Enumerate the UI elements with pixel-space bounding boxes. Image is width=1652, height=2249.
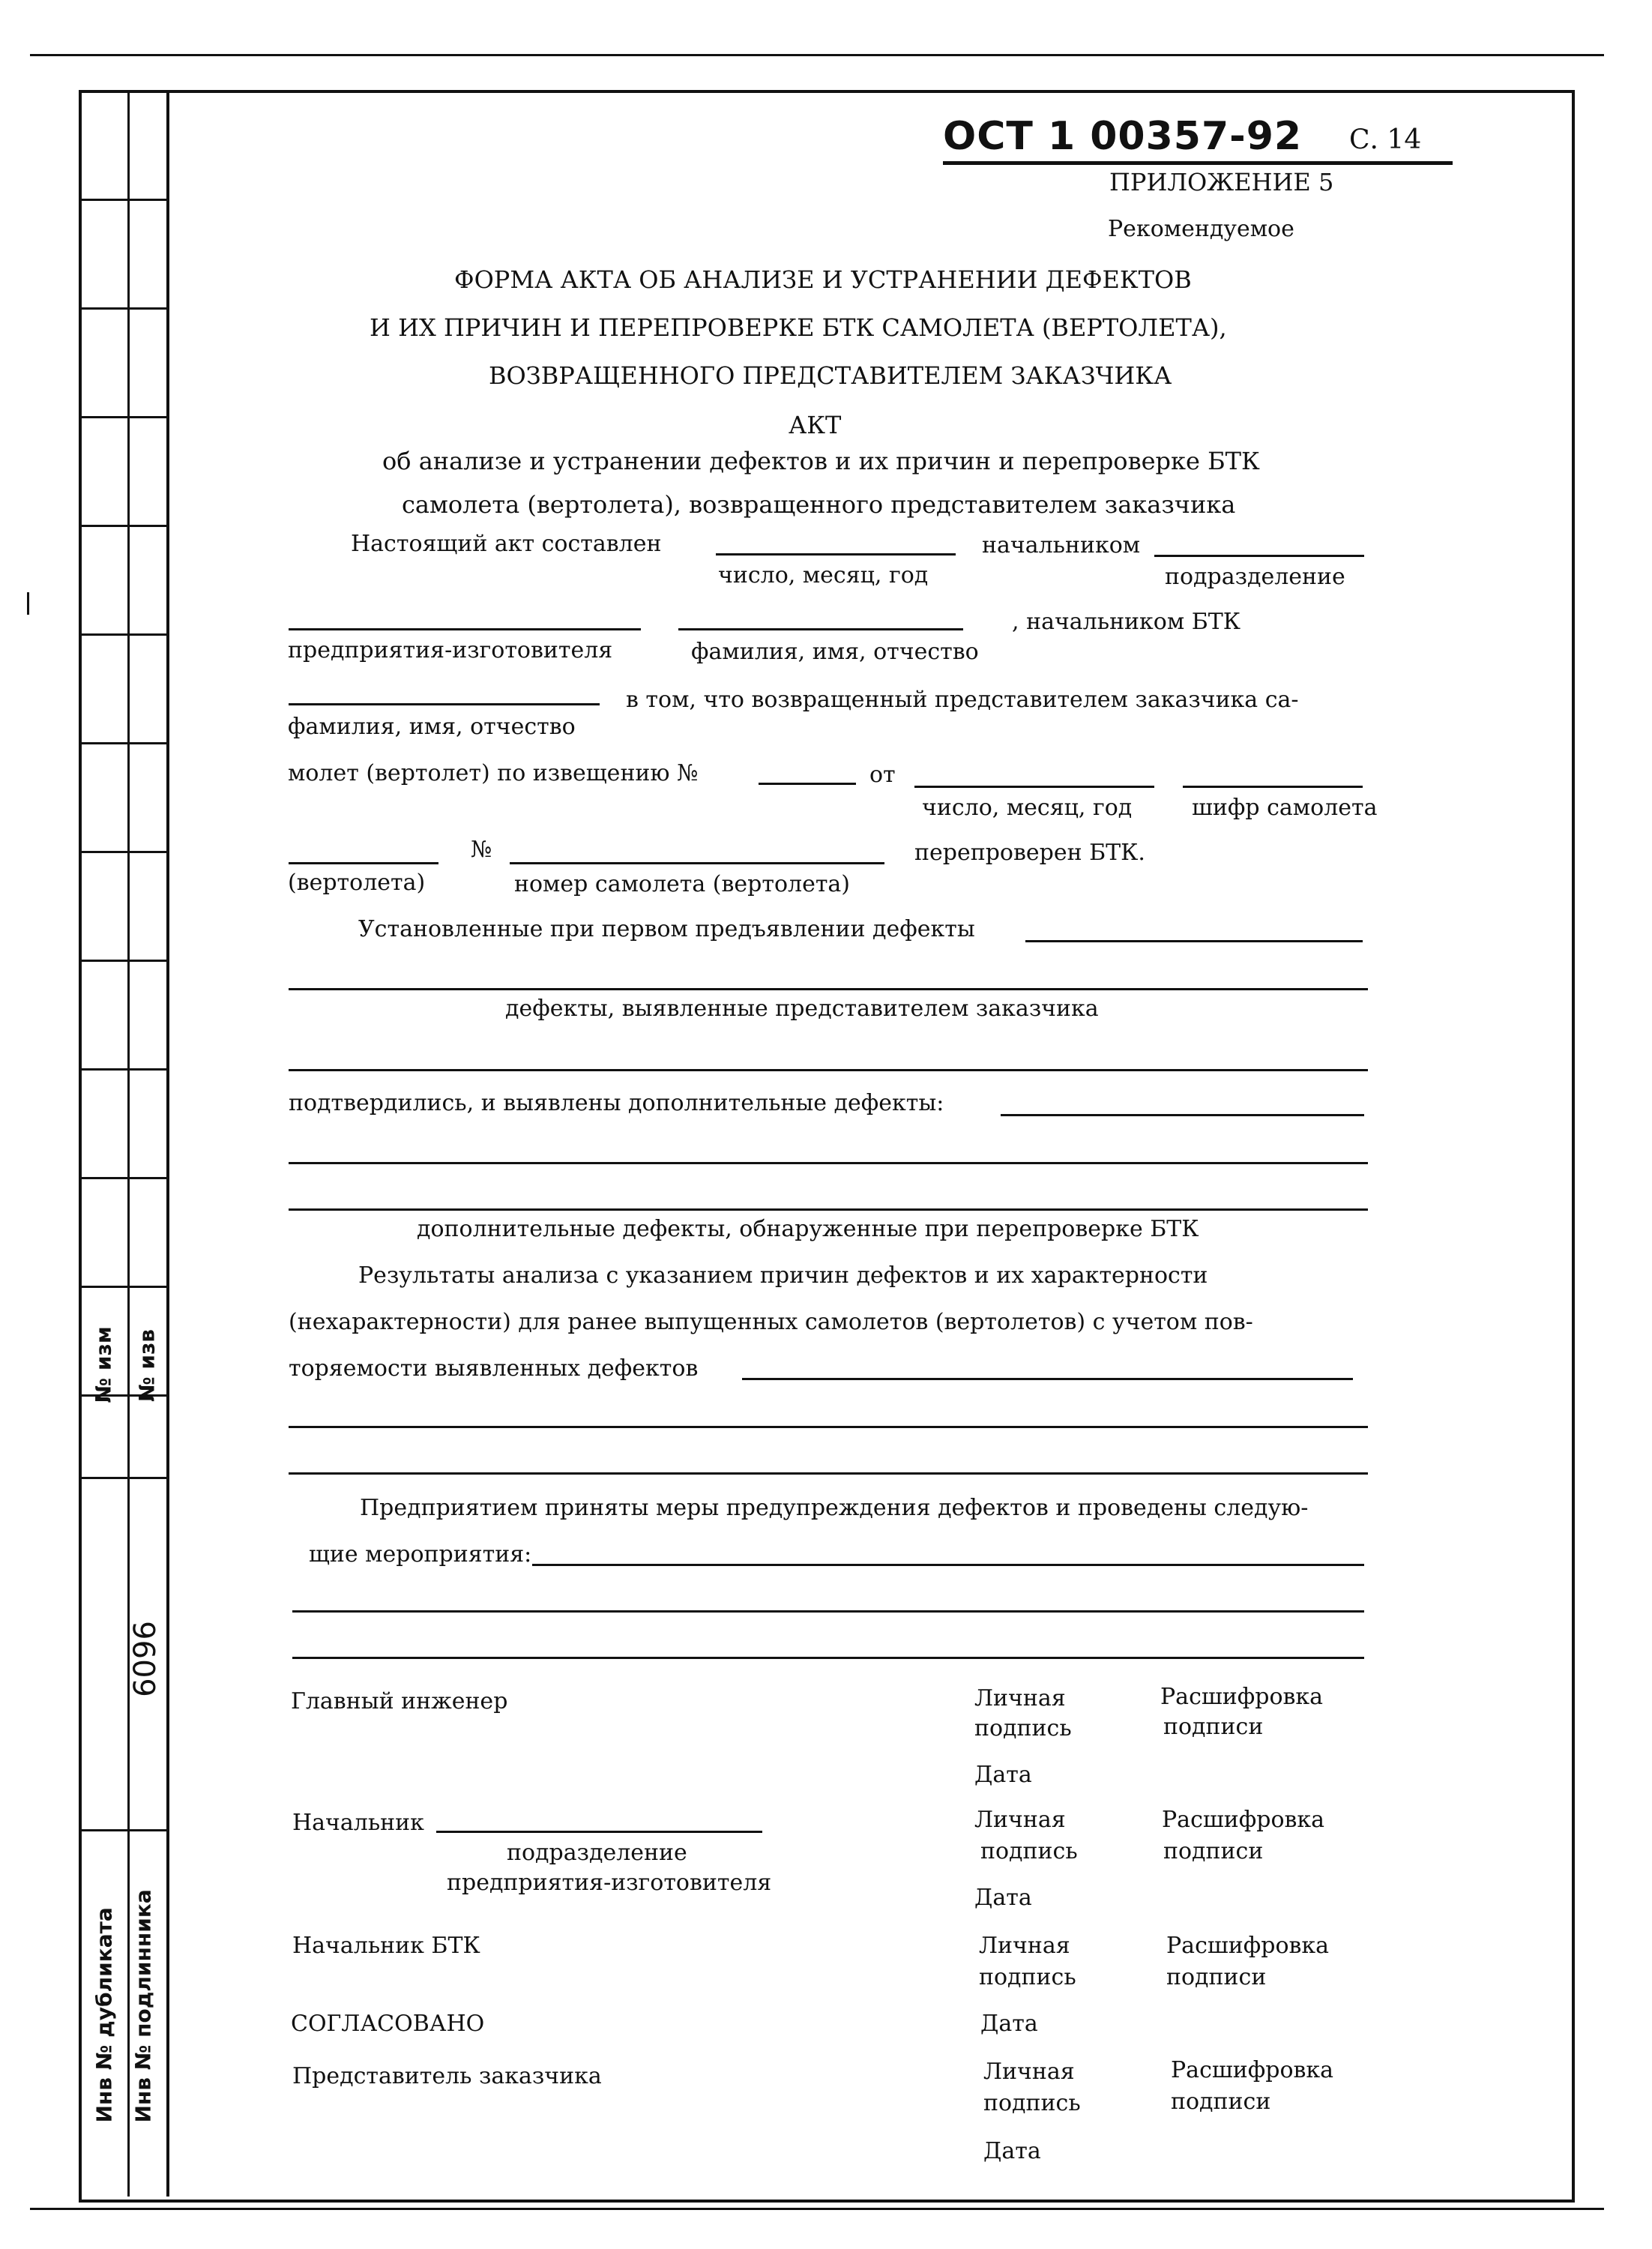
defects-first-line-2[interactable] (289, 988, 1368, 990)
analysis-line-2: (нехарактерности) для ранее выпущенных самолетов (вертолетов) с учетом пов- (289, 1309, 1253, 1335)
signature-label-1: подпись (974, 1715, 1072, 1741)
document-code: ОСТ 1 00357-92 (943, 114, 1303, 159)
page-frame (79, 90, 1575, 2203)
additional-defects-field[interactable] (1001, 1114, 1364, 1116)
margin-col-divider-2 (166, 90, 169, 2197)
form-title-line-1: ФОРМА АКТА ОБ АНАЛИЗЕ И УСТРАНЕНИИ ДЕФЕКТОВ (454, 265, 1192, 294)
head-hint-2: предприятия-изготовителя (447, 1870, 772, 1896)
signature-label-2: подпись (980, 1838, 1078, 1864)
measures-line-field-3[interactable] (292, 1657, 1364, 1659)
appendix-label: ПРИЛОЖЕНИЕ 5 (1109, 168, 1334, 196)
analysis-field[interactable] (742, 1378, 1353, 1380)
defects-first-label: Установленные при первом предъявлении дефекты (358, 916, 975, 942)
additional-defects-line-2[interactable] (289, 1162, 1368, 1164)
analysis-line-3: торяемости выявленных дефектов (289, 1355, 699, 1382)
appendix-status: Рекомендуемое (1108, 216, 1294, 242)
personal-label-3: Личная (979, 1933, 1070, 1959)
measures-line-1: Предприятием приняты меры предупреждения дефектов и проведены следую- (360, 1495, 1309, 1521)
decode2-label-1: подписи (1163, 1714, 1264, 1740)
signature-label-3: подпись (979, 1964, 1076, 1990)
inventory-number: 6096 (128, 1621, 163, 1697)
additional-hint: дополнительные дефекты, обнаруженные при перепроверке БТК (417, 1216, 1199, 1242)
aircraft-number-hint: номер самолета (вертолета) (514, 871, 851, 897)
form-title-line-3: ВОЗВРАЩЕННОГО ПРЕДСТАВИТЕЛЕМ ЗАКАЗЧИКА (489, 361, 1172, 390)
rechecked-label: перепроверен БТК. (914, 840, 1145, 866)
personal-label-4: Личная (983, 2059, 1075, 2085)
act-subtitle-2: самолета (вертолета), возвращенного представителем заказчика (402, 490, 1236, 519)
measures-line-field-2[interactable] (292, 1610, 1364, 1613)
chief-btk-label: , начальником БТК (1012, 609, 1241, 635)
defects-customer-hint: дефекты, выявленные представителем заказчика (505, 996, 1099, 1022)
chief-label: начальником (982, 532, 1141, 559)
defects-first-field[interactable] (1025, 940, 1363, 942)
date-label-1: Дата (974, 1762, 1032, 1788)
composed-label: Настоящий акт составлен (351, 531, 662, 557)
defects-customer-line[interactable] (289, 1069, 1368, 1071)
additional-defects-line-3[interactable] (289, 1208, 1368, 1211)
analysis-line-field-2[interactable] (289, 1426, 1368, 1428)
decode-label-4: Расшифровка (1171, 2057, 1334, 2083)
fio-hint: фамилия, имя, отчество (691, 639, 979, 665)
chief-fio-field[interactable] (678, 628, 963, 630)
chief-engineer-label: Главный инженер (291, 1688, 508, 1714)
left-edge-mark (27, 592, 29, 615)
cipher-hint: шифр самолета (1192, 795, 1378, 821)
number-sign: № (471, 837, 492, 863)
bottom-rule (30, 2208, 1604, 2210)
measures-line-2: щие мероприятия: (309, 1541, 532, 1568)
helicopter-cipher-field[interactable] (289, 862, 438, 864)
aircraft-number-field[interactable] (510, 862, 884, 864)
fio-hint-2: фамилия, имя, отчество (288, 714, 576, 740)
page-number: С. 14 (1349, 124, 1422, 155)
notice-number-label: № изв (134, 1328, 160, 1403)
margin-col-divider-1 (127, 90, 130, 2197)
head-division-field[interactable] (436, 1831, 762, 1833)
analysis-line-field-3[interactable] (289, 1472, 1368, 1475)
form-title-line-2: И ИХ ПРИЧИН И ПЕРЕПРОВЕРКЕ БТК САМОЛЕТА (ВЕРТОЛЕТА), (370, 313, 1227, 342)
aircraft-cipher-field[interactable] (1183, 786, 1363, 788)
btk-fio-field[interactable] (289, 703, 600, 705)
original-inv-label: Инв № подлинника (130, 1889, 156, 2123)
duplicate-inv-label: Инв № дубликата (91, 1907, 117, 2123)
signature-label-4: подпись (983, 2090, 1081, 2116)
personal-label-1: Личная (974, 1685, 1066, 1711)
from-label: от (869, 762, 896, 788)
date-label-4: Дата (983, 2138, 1041, 2164)
date-hint: число, месяц, год (718, 562, 929, 588)
date-field[interactable] (716, 553, 956, 556)
notice-date-field[interactable] (914, 786, 1154, 788)
personal-label-2: Личная (974, 1807, 1066, 1833)
date-label-3: Дата (980, 2011, 1038, 2037)
decode-label-1: Расшифровка (1160, 1684, 1324, 1710)
notice-number-field[interactable] (759, 783, 856, 785)
top-rule (30, 54, 1604, 56)
header-rule (943, 161, 1453, 165)
helicopter-hint: (вертолета) (288, 870, 426, 896)
measures-field[interactable] (532, 1564, 1364, 1566)
division-field[interactable] (1154, 555, 1364, 557)
head-btk-label: Начальник БТК (292, 1933, 480, 1959)
enterprise-field[interactable] (289, 628, 641, 630)
decode-label-2: Расшифровка (1162, 1807, 1325, 1833)
enterprise-hint: предприятия-изготовителя (288, 637, 613, 663)
decode2-label-4: подписи (1171, 2089, 1271, 2115)
head-hint-1: подразделение (507, 1840, 687, 1866)
act-subtitle-1: об анализе и устранении дефектов и их причин и перепроверке БТК (382, 447, 1260, 475)
returned-text: в том, что возвращенный представителем заказчика са- (626, 687, 1299, 713)
act-heading: АКТ (789, 411, 842, 439)
confirmed-label: подтвердились, и выявлены дополнительные дефекты: (289, 1090, 944, 1116)
change-number-label: № изм (91, 1326, 116, 1403)
decode-label-3: Расшифровка (1166, 1933, 1330, 1959)
head-label: Начальник (292, 1810, 424, 1836)
customer-rep-label: Представитель заказчика (292, 2063, 602, 2089)
agreed-label: СОГЛАСОВАНО (291, 2011, 485, 2037)
analysis-line-1: Результаты анализа с указанием причин дефектов и их характерности (358, 1262, 1208, 1289)
decode2-label-3: подписи (1166, 1964, 1267, 1990)
date-hint-2: число, месяц, год (922, 795, 1133, 821)
by-notice-label: молет (вертолет) по извещению № (288, 760, 699, 786)
date-label-2: Дата (974, 1885, 1032, 1911)
decode2-label-2: подписи (1163, 1838, 1264, 1864)
division-hint: подразделение (1165, 564, 1345, 590)
